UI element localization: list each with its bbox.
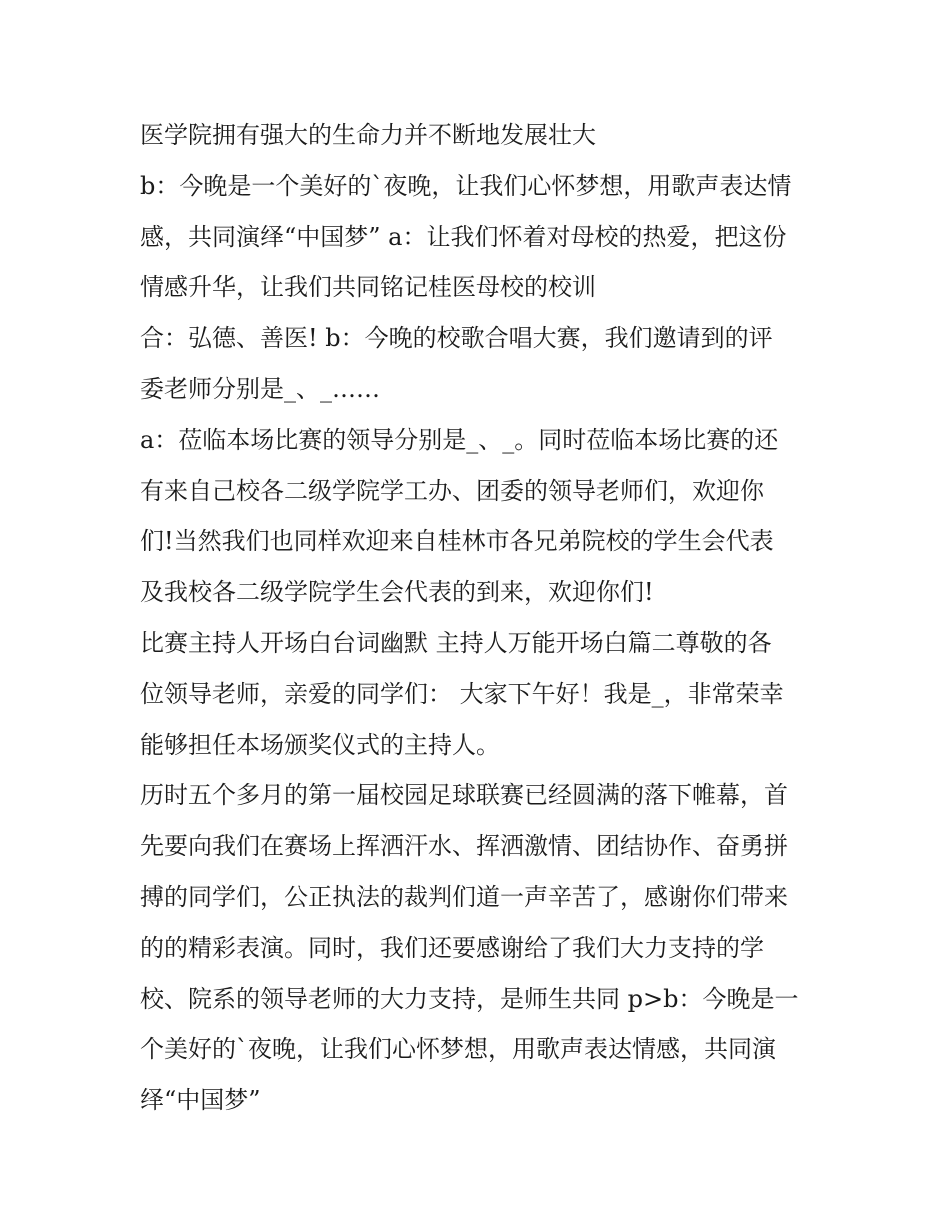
text-line: 个美好的`夜晚，让我们心怀梦想，用歌声表达情感，共同演	[140, 1035, 776, 1064]
text-line: 委老师分别是_、_……	[140, 374, 380, 403]
text-line: 搏的同学们，公正执法的裁判们道一声辛苦了，感谢你们带来	[140, 882, 788, 911]
text-line: 及我校各二级学院学生会代表的到来，欢迎你们!	[140, 578, 654, 607]
text-line: 历时五个多月的第一届校园足球联赛已经圆满的落下帷幕，首	[140, 781, 788, 810]
text-line: 情感升华，让我们共同铭记桂医母校的校训	[140, 273, 596, 302]
text-line: 合：弘德、善医! b：今晚的校歌合唱大赛，我们邀请到的评	[140, 324, 773, 353]
text-line: b：今晚是一个美好的`夜晚，让我们心怀梦想，用歌声表达情	[140, 171, 792, 200]
text-line: 有来自己校各二级学院学工办、团委的领导老师们，欢迎你	[140, 476, 764, 505]
text-line: 位领导老师，亲爱的同学们： 大家下午好！我是_，非常荣幸	[140, 679, 784, 708]
text-line: 感，共同演绎“中国梦” a：让我们怀着对母校的热爱，把这份	[140, 222, 787, 251]
text-line: 的的精彩表演。同时，我们还要感谢给了我们大力支持的学	[140, 933, 764, 962]
text-line: a：莅临本场比赛的领导分别是_、_。同时莅临本场比赛的还	[140, 425, 779, 454]
text-line: 比赛主持人开场白台词幽默 主持人万能开场白篇二尊敬的各	[140, 628, 772, 657]
text-line: 绎“中国梦”	[140, 1086, 261, 1115]
text-line: 校、院系的领导老师的大力支持，是师生共同 p>b：今晚是一	[140, 984, 799, 1013]
text-line: 们!当然我们也同样欢迎来自桂林市各兄弟院校的学生会代表	[140, 527, 774, 556]
text-line: 能够担任本场颁奖仪式的主持人。	[140, 730, 500, 759]
document-body	[140, 110, 830, 1126]
text-line: 医学院拥有强大的生命力并不断地发展壮大	[140, 121, 596, 149]
text-line: 先要向我们在赛场上挥洒汗水、挥洒激情、团结协作、奋勇拼	[140, 832, 788, 861]
